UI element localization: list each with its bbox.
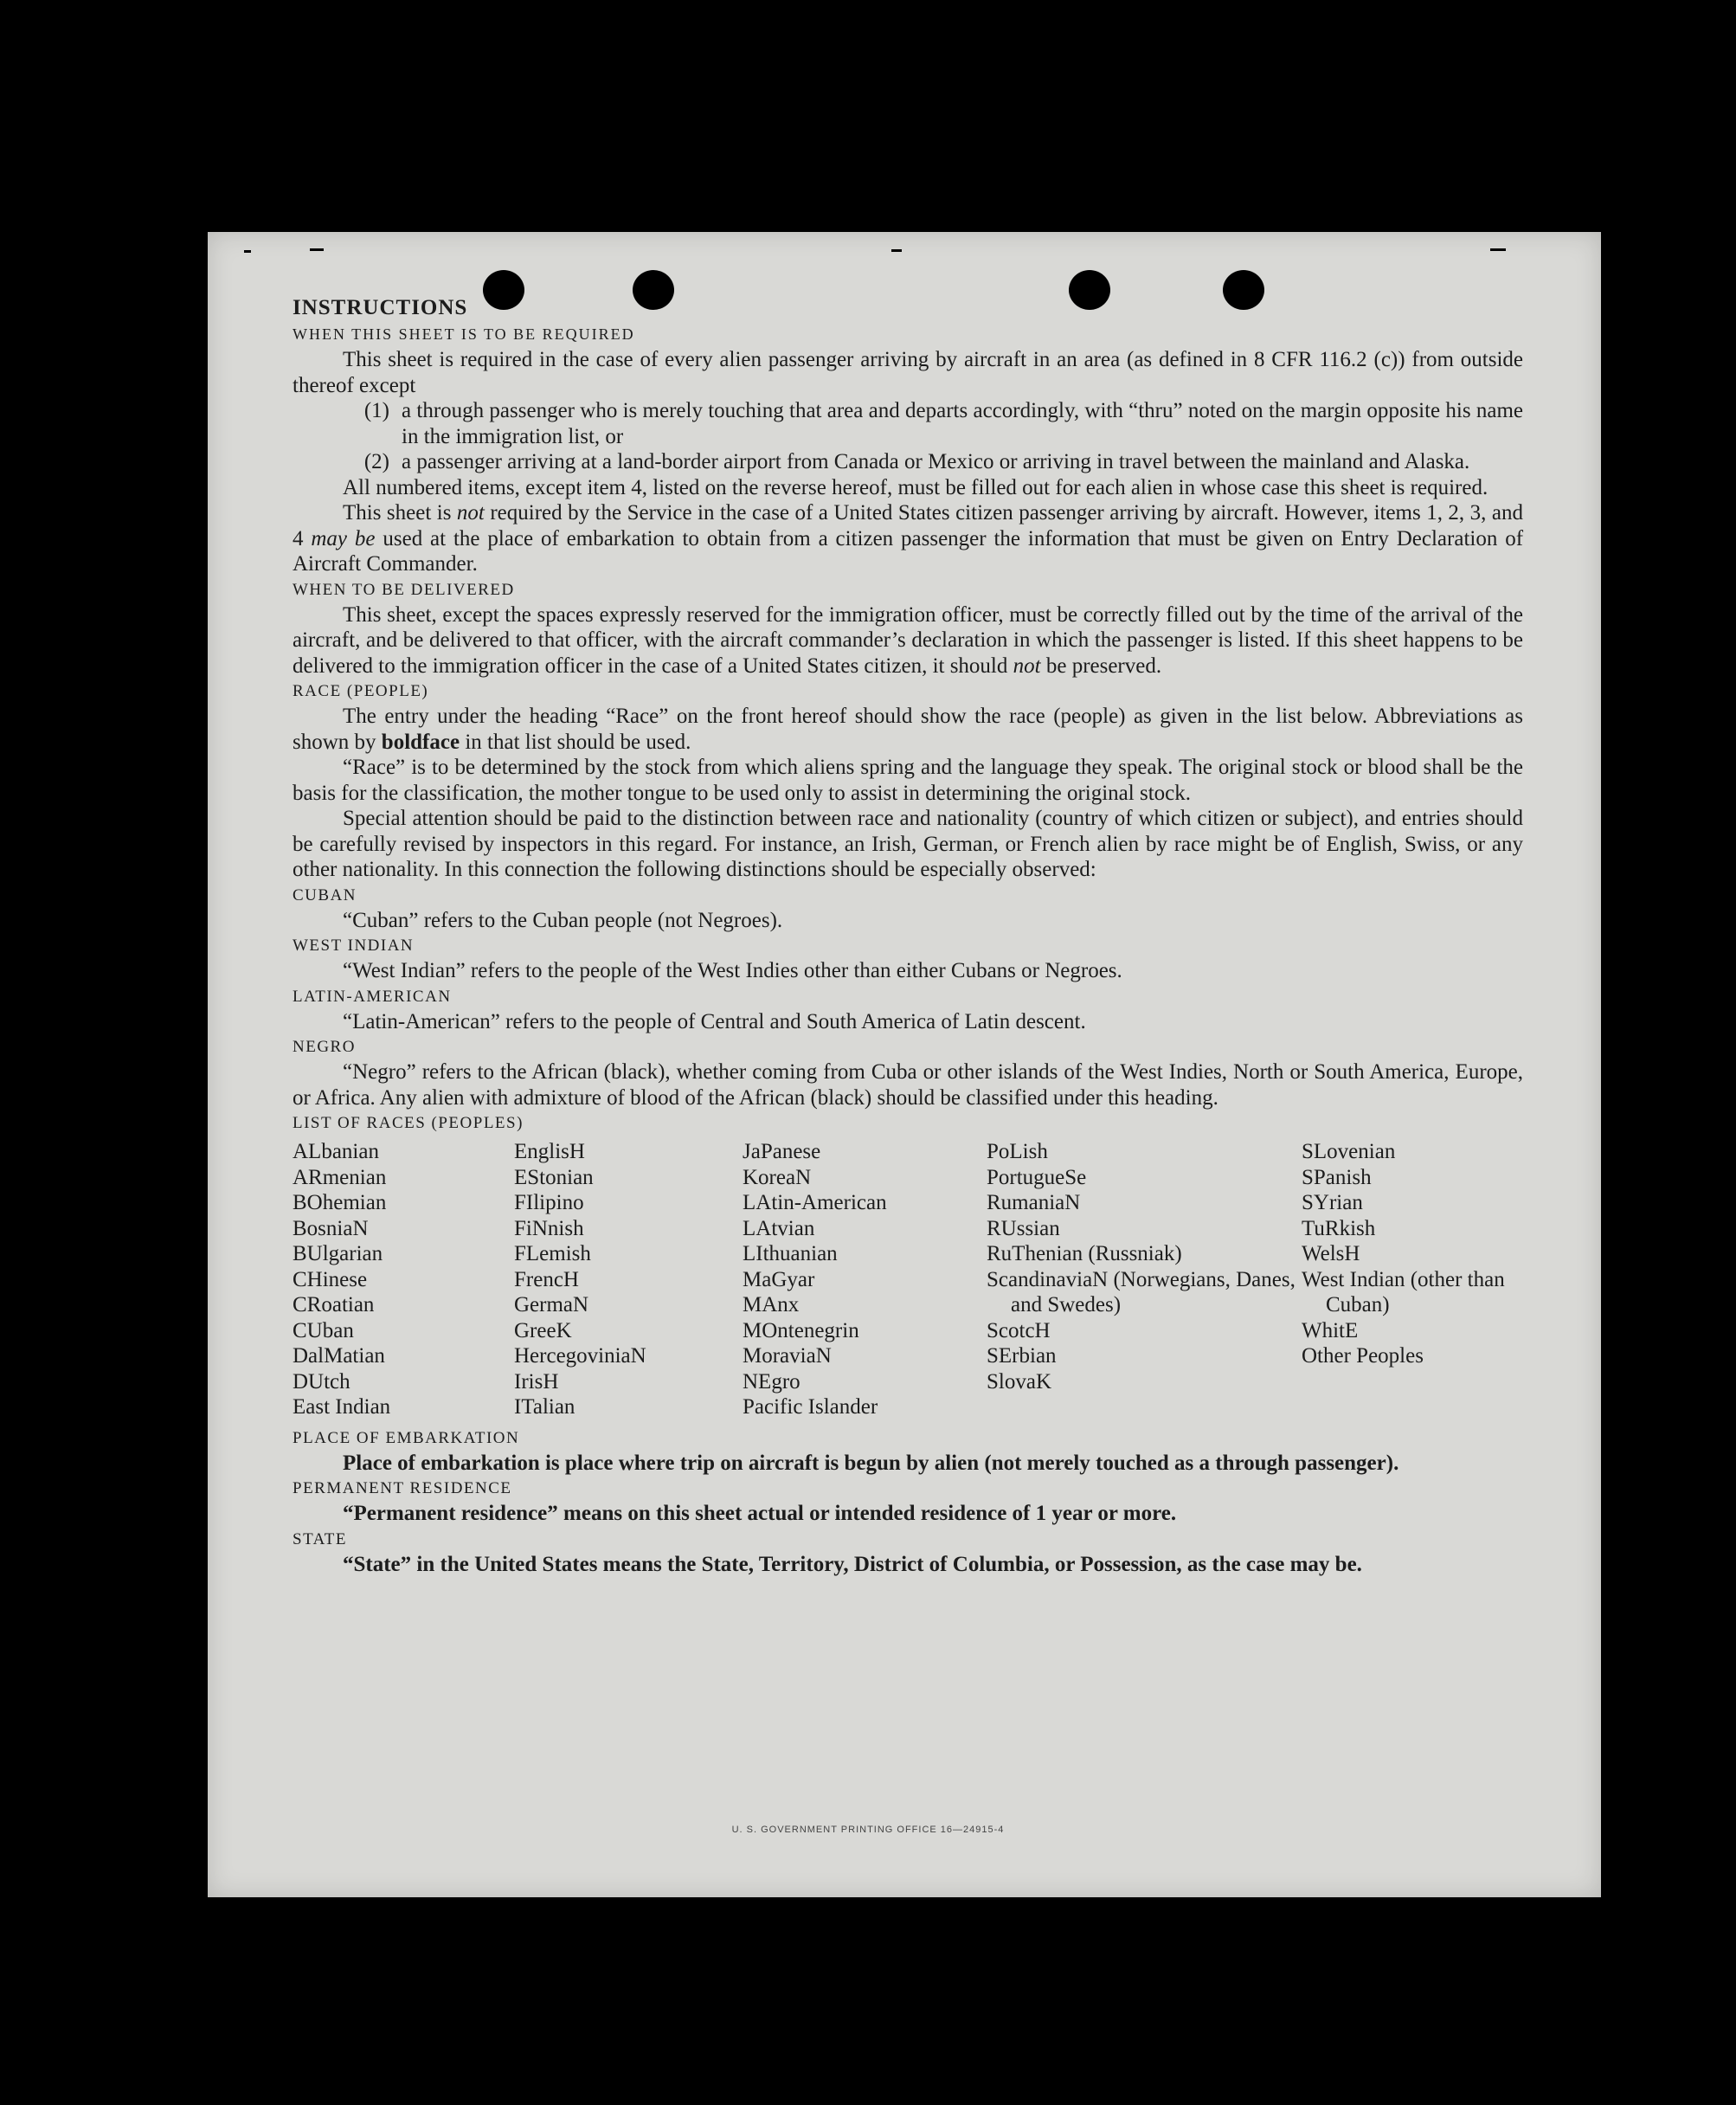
race-entry: ARmenian bbox=[293, 1165, 387, 1189]
race-entry: MaGyar bbox=[743, 1267, 815, 1291]
paragraph: “Negro” refers to the African (black), whether coming from Cuba or other islands of the West Indies, North or South America, Europe, or Africa. Any alien with admixture of blood of the African (black) should be classified under this heading. bbox=[293, 1060, 1523, 1110]
race-entry: Pacific Islander bbox=[743, 1395, 878, 1419]
race-entry: Other Peoples bbox=[1302, 1344, 1424, 1368]
race-entry: RumaniaN bbox=[987, 1191, 1081, 1214]
race-entry: PortugueSe bbox=[987, 1165, 1087, 1189]
race-entry: LAtvian bbox=[743, 1216, 815, 1240]
race-entry: BosniaN bbox=[293, 1216, 369, 1240]
section-heading: LIST OF RACES (PEOPLES) bbox=[293, 1114, 524, 1132]
paragraph: This sheet is not required by the Service in the case of a United States citizen passenger arriving by aircraft. However, items 1, 2, 3, and 4 may be used at the place of embarkation to obtain from a citizen passenger the information that must be given on Entry Declaration of Aircraft Commander. bbox=[293, 501, 1524, 576]
race-entry: ScandinaviaN (Norwegians, Danes, and Swedes) bbox=[987, 1267, 1296, 1316]
section-heading: WHEN THIS SHEET IS TO BE REQUIRED bbox=[293, 325, 635, 343]
race-entry: TuRkish bbox=[1302, 1216, 1376, 1240]
race-entry: RUssian bbox=[987, 1216, 1060, 1240]
race-entry: EStonian bbox=[514, 1165, 594, 1189]
race-entry: GreeK bbox=[514, 1318, 572, 1342]
race-entry: GermaN bbox=[514, 1293, 589, 1316]
page-title: INSTRUCTIONS bbox=[293, 296, 468, 319]
section-heading: CUBAN bbox=[293, 885, 357, 904]
race-entry: LAtin-American bbox=[743, 1191, 887, 1214]
paragraph: The entry under the heading “Race” on the front hereof should show the race (people) as given in the list below. Abbreviations as shown by boldface in that list should be used. bbox=[293, 705, 1523, 754]
race-entry: SErbian bbox=[987, 1344, 1057, 1368]
race-entry: DUtch bbox=[293, 1369, 350, 1394]
race-entry: ScotcH bbox=[987, 1318, 1051, 1342]
race-entry: MoraviaN bbox=[743, 1344, 832, 1368]
race-entry: BOhemian bbox=[293, 1191, 387, 1214]
race-entry: RuThenian (Russniak) bbox=[987, 1242, 1182, 1265]
race-entry: SYrian bbox=[1302, 1191, 1363, 1214]
edge-mark bbox=[310, 248, 324, 251]
race-entry: NEgro bbox=[743, 1369, 800, 1394]
race-entry: WhitE bbox=[1302, 1318, 1359, 1342]
section-heading: LATIN-AMERICAN bbox=[293, 987, 452, 1006]
race-entry: ITalian bbox=[514, 1395, 575, 1419]
race-column bbox=[514, 1139, 743, 1420]
section-heading: WHEN TO BE DELIVERED bbox=[293, 580, 515, 599]
race-entry: East Indian bbox=[293, 1395, 391, 1419]
item-text: a through passenger who is merely touching that area and departs accordingly, with “thru” noted on the margin opposite his name in the immigration list, or bbox=[402, 399, 1523, 448]
race-entry: CHinese bbox=[293, 1267, 368, 1291]
race-entry: FLemish bbox=[514, 1242, 591, 1265]
race-entry: DalMatian bbox=[293, 1344, 385, 1368]
race-entry: BUlgarian bbox=[293, 1242, 383, 1265]
race-column bbox=[743, 1139, 987, 1420]
paragraph: Special attention should be paid to the distinction between race and nationality (country of which citizen or subject), and entries should be carefully revised by inspectors in this regard. For instance, an Irish, German, or French alien by race might be of English, Swiss, or any other nationality. In this connection the following distinctions should be especially observed: bbox=[293, 807, 1523, 881]
list-item bbox=[293, 449, 1523, 475]
race-entry: FiNnish bbox=[514, 1216, 584, 1240]
race-entry: FrencH bbox=[514, 1267, 579, 1291]
race-entry: MAnx bbox=[743, 1293, 800, 1316]
race-entry: WelsH bbox=[1302, 1242, 1360, 1265]
race-entry: JaPanese bbox=[743, 1140, 821, 1163]
section-heading: STATE bbox=[293, 1529, 347, 1548]
paragraph: Place of embarkation is place where trip on aircraft is begun by alien (not merely touched as a through passenger). bbox=[343, 1451, 1399, 1475]
race-entry: SPanish bbox=[1302, 1165, 1372, 1189]
edge-mark bbox=[244, 250, 251, 253]
paragraph: “Permanent residence” means on this sheet actual or intended residence of 1 year or more. bbox=[343, 1502, 1177, 1525]
paragraph: “State” in the United States means the State, Territory, District of Columbia, or Possession, as the case may be. bbox=[343, 1552, 1362, 1576]
race-entry: West Indian (other than Cuban) bbox=[1302, 1267, 1505, 1316]
paragraph: “Cuban” refers to the Cuban people (not Negroes). bbox=[343, 908, 783, 932]
race-column bbox=[293, 1139, 514, 1420]
race-entry: CUban bbox=[293, 1318, 354, 1342]
section-heading: NEGRO bbox=[293, 1038, 356, 1056]
race-entry: CRoatian bbox=[293, 1293, 375, 1316]
section-heading: PLACE OF EMBARKATION bbox=[293, 1428, 520, 1447]
race-entry: PoLish bbox=[987, 1140, 1048, 1163]
printer-imprint: U. S. GOVERNMENT PRINTING OFFICE 16—24915-4 bbox=[731, 1825, 1005, 1835]
item-text: a passenger arriving at a land-border airport from Canada or Mexico or arriving in travel between the mainland and Alaska. bbox=[402, 450, 1470, 473]
item-number: (1) bbox=[363, 399, 389, 422]
paragraph: “Race” is to be determined by the stock from which aliens spring and the language they speak. The original stock or blood shall be the basis for the classification, the mother tongue to be used only to assist in determining the original stock. bbox=[293, 756, 1523, 805]
race-entry: EnglisH bbox=[514, 1140, 585, 1163]
race-column bbox=[1302, 1139, 1523, 1420]
section-heading: RACE (PEOPLE) bbox=[293, 682, 429, 700]
race-entry: ALbanian bbox=[293, 1140, 379, 1163]
race-entry: LIthuanian bbox=[743, 1242, 838, 1265]
race-entry: MOntenegrin bbox=[743, 1318, 859, 1342]
race-entry: KoreaN bbox=[743, 1165, 812, 1189]
section-heading: PERMANENT RESIDENCE bbox=[293, 1479, 512, 1497]
paragraph: “West Indian” refers to the people of the West Indies other than either Cubans or Negroes. bbox=[343, 959, 1122, 982]
instructions-text bbox=[293, 294, 1523, 1577]
race-entry: SLovenian bbox=[1302, 1140, 1396, 1163]
race-list bbox=[293, 1139, 1523, 1420]
race-entry: SlovaK bbox=[987, 1369, 1051, 1394]
paragraph: “Latin-American” refers to the people of Central and South America of Latin descent. bbox=[343, 1009, 1086, 1033]
list-item bbox=[293, 398, 1523, 449]
paragraph: This sheet, except the spaces expressly reserved for the immigration officer, must be correctly filled out by the time of the arrival of the aircraft, and be delivered to that officer, with the aircraft commander’s declaration in which the passenger is listed. If this sheet happens to be delivered to the immigration officer in the case of a United States citizen, it should not be preserved. bbox=[293, 602, 1523, 678]
race-entry: FIlipino bbox=[514, 1191, 584, 1214]
paragraph: All numbered items, except item 4, listed on the reverse hereof, must be filled out for each alien in whose case this sheet is required. bbox=[343, 475, 1488, 499]
edge-mark bbox=[1490, 248, 1506, 251]
edge-mark bbox=[891, 249, 902, 252]
item-number: (2) bbox=[363, 450, 389, 473]
paragraph: This sheet is required in the case of every alien passenger arriving by aircraft in an area (as defined in 8 CFR 116.2 (c)) from outside thereof except bbox=[293, 348, 1523, 397]
section-heading: WEST INDIAN bbox=[293, 937, 415, 955]
race-column bbox=[987, 1139, 1302, 1420]
race-entry: IrisH bbox=[514, 1369, 559, 1394]
race-entry: HercegoviniaN bbox=[514, 1344, 646, 1368]
